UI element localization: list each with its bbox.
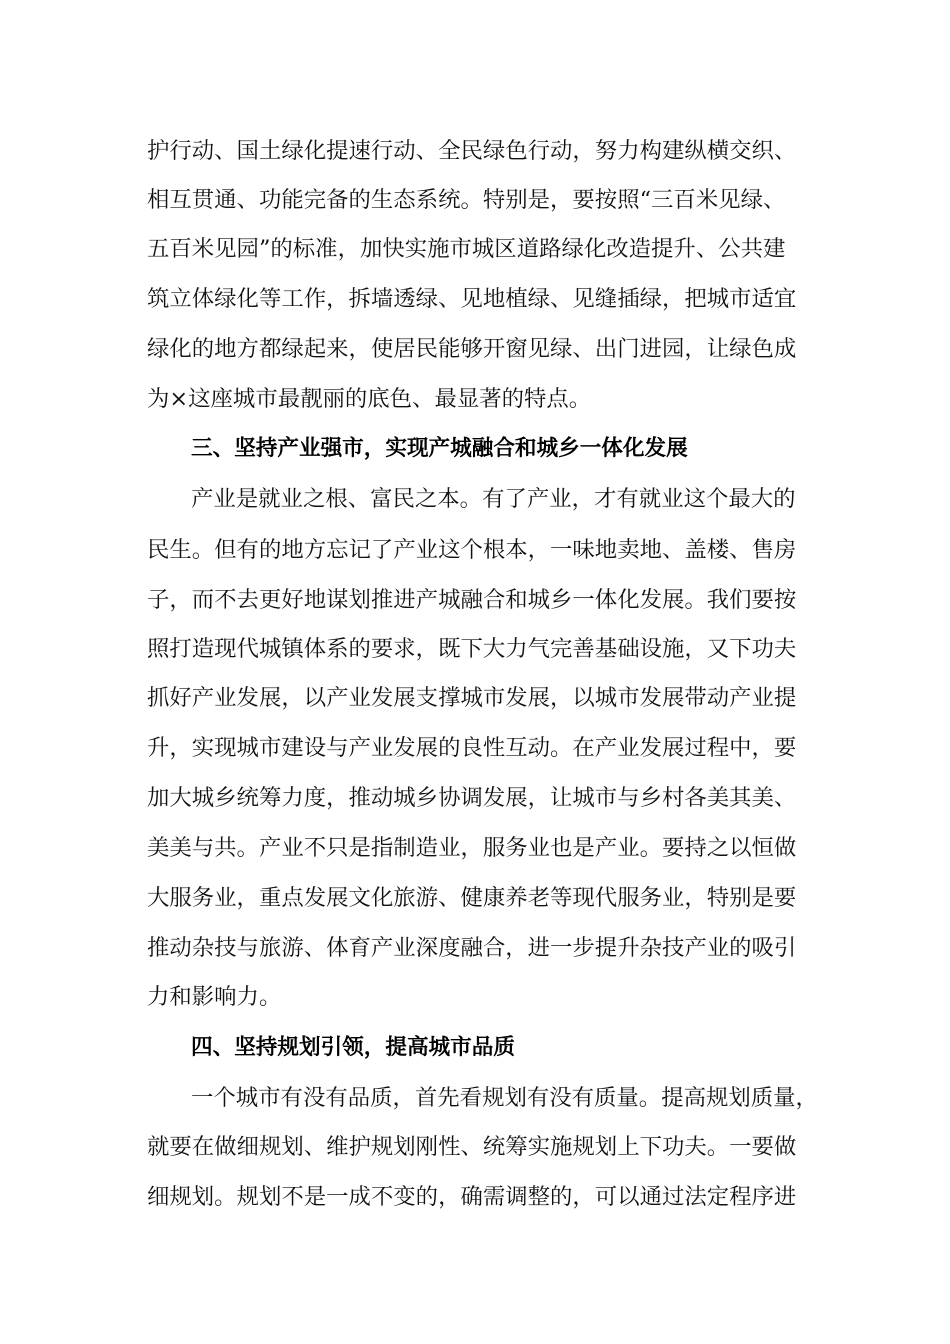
paragraph-line: 绿化的地方都绿起来，使居民能够开窗见绿、出门进园，让绿色成: [147, 336, 797, 362]
paragraph-line: 筑立体绿化等工作，拆墙透绿、见地植绿、见缝插绿，把城市适宜: [147, 286, 797, 312]
paragraph-line: 美美与共。产业不只是指制造业，服务业也是产业。要持之以恒做: [147, 835, 797, 861]
paragraph-line: 升，实现城市建设与产业发展的良性互动。在产业发展过程中，要: [147, 735, 797, 761]
paragraph-line: 民生。但有的地方忘记了产业这个根本，一味地卖地、盖楼、售房: [147, 537, 797, 563]
paragraph-line: 就要在做细规划、维护规划刚性、统筹实施规划上下功夫。一要做: [147, 1134, 797, 1160]
section-heading-3: 三、坚持产业强市，实现产城融合和城乡一体化发展: [191, 436, 688, 461]
paragraph-line: 力和影响力。: [147, 984, 282, 1010]
paragraph-line: 一个城市有没有品质，首先看规划有没有质量。提高规划质量，: [191, 1085, 818, 1111]
paragraph-line: 产业是就业之根、富民之本。有了产业，才有就业这个最大的: [191, 486, 796, 512]
paragraph-line: 护行动、国土绿化提速行动、全民绿色行动，努力构建纵横交织、: [147, 138, 797, 164]
paragraph-line: 为×这座城市最靓丽的底色、最显著的特点。: [147, 386, 592, 412]
paragraph-line: 加大城乡统筹力度，推动城乡协调发展，让城市与乡村各美其美、: [147, 785, 797, 811]
section-heading-4: 四、坚持规划引领，提高城市品质: [191, 1035, 515, 1060]
paragraph-line: 抓好产业发展，以产业发展支撑城市发展，以城市发展带动产业提: [147, 685, 797, 711]
paragraph-line: 五百米见园”的标准，加快实施市城区道路绿化改造提升、公共建: [147, 236, 786, 262]
paragraph-line: 细规划。规划不是一成不变的，确需调整的，可以通过法定程序进: [147, 1184, 797, 1210]
paragraph-line: 子，而不去更好地谋划推进产城融合和城乡一体化发展。我们要按: [147, 587, 797, 613]
paragraph-line: 推动杂技与旅游、体育产业深度融合，进一步提升杂技产业的吸引: [147, 935, 797, 961]
paragraph-line: 相互贯通、功能完备的生态系统。特别是，要按照“三百米见绿、: [147, 187, 786, 213]
paragraph-line: 照打造现代城镇体系的要求，既下大力气完善基础设施，又下功夫: [147, 636, 797, 662]
paragraph-line: 大服务业，重点发展文化旅游、健康养老等现代服务业，特别是要: [147, 885, 797, 911]
